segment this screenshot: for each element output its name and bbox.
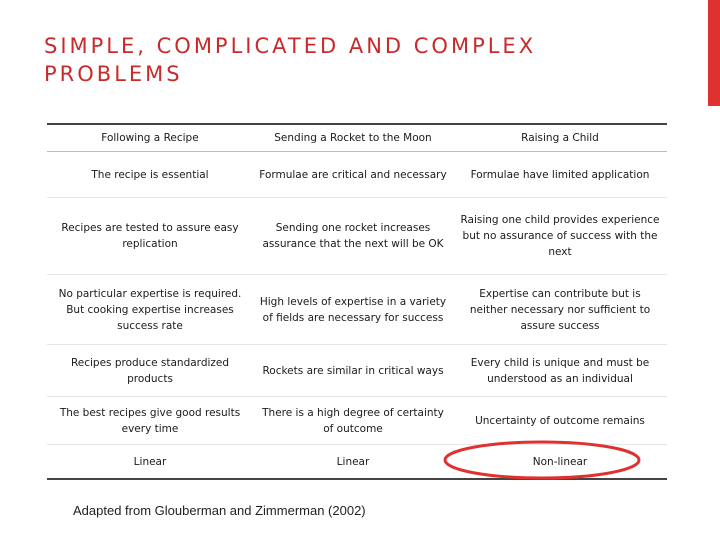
table-row [47,345,667,397]
table-cell: Every child is unique and must be understood as an individual [470,356,650,385]
accent-bar [708,0,720,106]
table-cell: Sending one rocket increases assurance that the next will be OK [262,222,444,250]
table-cell: Linear [336,455,370,468]
header-cell: Sending a Rocket to the Moon [274,132,432,144]
table-cell: Linear [133,455,167,468]
table-header-row [47,125,667,152]
table-cell: High levels of expertise in a variety of fields are necessary for success [259,295,447,324]
table-cell: Raising one child provides experience but no assurance of success with the next [460,214,660,258]
table-cell: The best recipes give good results every time [59,406,241,435]
table-cell: Recipes produce standardized products [70,356,230,385]
highlight-ellipse [440,438,644,482]
table-cell: Formulae have limited application [470,168,650,181]
table-cell: No particular expertise is required. But cooking expertise increases success rate [58,287,242,332]
table-cell: There is a high degree of certainty of outcome [262,406,444,435]
header-cell: Following a Recipe [101,132,199,144]
highlight-ellipse-shape [445,442,639,478]
nonlinear-cell: Non-linear [532,455,588,468]
citation: Adapted from Glouberman and Zimmerman (2002) [73,503,366,518]
header-cell: Raising a Child [521,132,599,144]
table-cell: Rockets are similar in critical ways [262,364,444,377]
table-row [47,198,667,275]
table-row [47,275,667,345]
slide-title: SIMPLE, COMPLICATED AND COMPLEX PROBLEMS [44,34,537,86]
table-cell: Uncertainty of outcome remains [475,414,645,427]
table-cell: Recipes are tested to assure easy replication [61,222,239,250]
comparison-table [47,123,667,480]
table-cell: Formulae are critical and necessary [259,168,447,181]
table-cell: Expertise can contribute but is neither necessary nor sufficient to assure success [469,287,651,332]
table-row [47,152,667,198]
table-cell: The recipe is essential [91,168,209,181]
